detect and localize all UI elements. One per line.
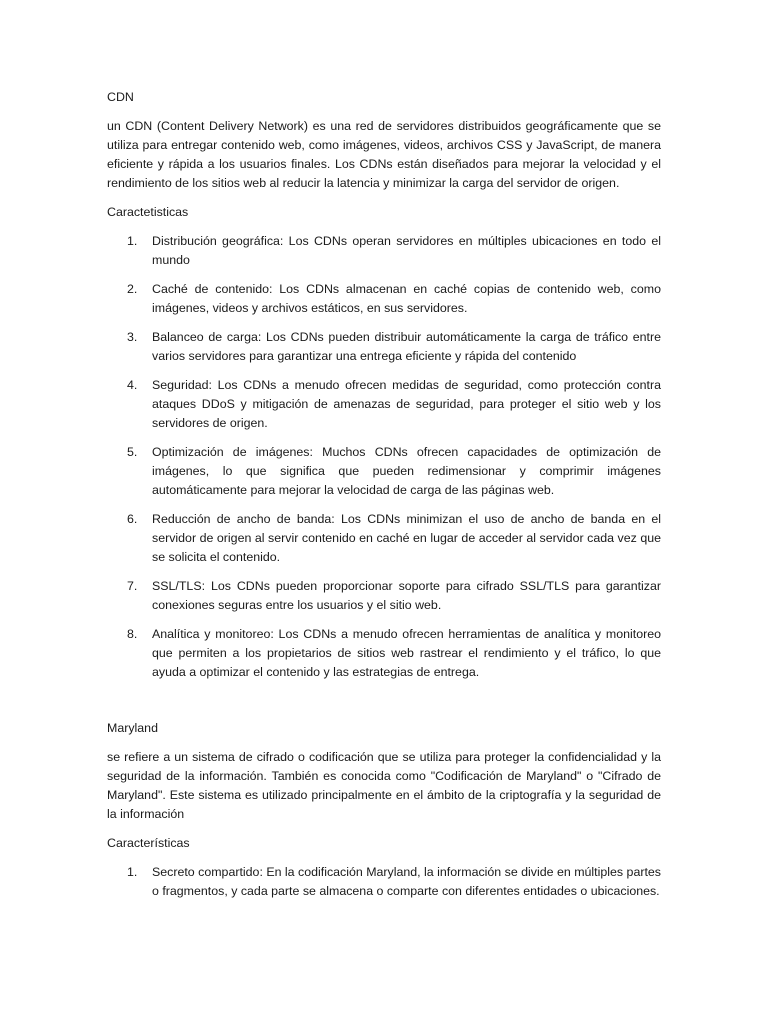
- list-item: 4. Seguridad: Los CDNs a menudo ofrecen medidas de seguridad, como protección contra ataques DDoS y mitigación de amenazas de seguridad, para proteger el sitio web y los servidores de origen.: [127, 378, 661, 430]
- list-item: 2. Caché de contenido: Los CDNs almacenan en caché copias de contenido web, como imágenes, videos y archivos estáticos, en sus servidores.: [127, 282, 661, 315]
- list-item: 6. Reducción de ancho de banda: Los CDNs minimizan el uso de ancho de banda en el servidor de origen al servir contenido en caché en lugar de acceder al servidor cada vez que se solicita el contenido.: [127, 512, 661, 564]
- section-spacer: [107, 692, 661, 719]
- maryland-intro-paragraph: se refiere a un sistema de cifrado o codificación que se utiliza para proteger la confidencialidad y la seguridad de la información. También es conocida como "Codificación de Maryland" o "Cifrado de Maryland". Este sistema es utilizado principalmente en el ámbito de la criptografía y la seguridad de la información: [107, 750, 661, 821]
- list-item: 1. Secreto compartido: En la codificación Maryland, la información se divide en múltiples partes o fragmentos, y cada parte se almacena o comparte con diferentes entidades o ubicaciones.: [127, 865, 661, 898]
- cdn-features-list: [107, 232, 661, 682]
- maryland-features-heading: Características: [107, 836, 190, 850]
- maryland-section-title: Maryland: [107, 721, 158, 735]
- cdn-section-title: CDN: [107, 90, 134, 104]
- list-item: 7. SSL/TLS: Los CDNs pueden proporcionar soporte para cifrado SSL/TLS para garantizar conexiones seguras entre los usuarios y el sitio web.: [127, 579, 661, 612]
- document-page: [107, 88, 661, 911]
- list-item: 5. Optimización de imágenes: Muchos CDNs ofrecen capacidades de optimización de imágenes, lo que significa que pueden redimensionar y comprimir imágenes automáticamente para mejorar la velocidad de carga de las páginas web.: [127, 445, 661, 497]
- list-item: 8. Analítica y monitoreo: Los CDNs a menudo ofrecen herramientas de analítica y monitoreo que permiten a los propietarios de sitios web rastrear el rendimiento y el tráfico, lo que ayuda a optimizar el contenido y las estrategias de entrega.: [127, 627, 661, 679]
- list-item: 1. Distribución geográfica: Los CDNs operan servidores en múltiples ubicaciones en todo el mundo: [127, 234, 661, 267]
- list-item: 3. Balanceo de carga: Los CDNs pueden distribuir automáticamente la carga de tráfico entre varios servidores para garantizar una entrega eficiente y rápida del contenido: [127, 330, 661, 363]
- cdn-intro-paragraph: un CDN (Content Delivery Network) es una red de servidores distribuidos geográficamente que se utiliza para entregar contenido web, como imágenes, videos, archivos CSS y JavaScript, de manera eficiente y rápida a los usuarios finales. Los CDNs están diseñados para mejorar la velocidad y el rendimiento de los sitios web al reducir la latencia y minimizar la carga del servidor de origen.: [107, 119, 661, 190]
- maryland-features-list: [107, 863, 661, 901]
- cdn-features-heading: Caractetisticas: [107, 205, 189, 219]
